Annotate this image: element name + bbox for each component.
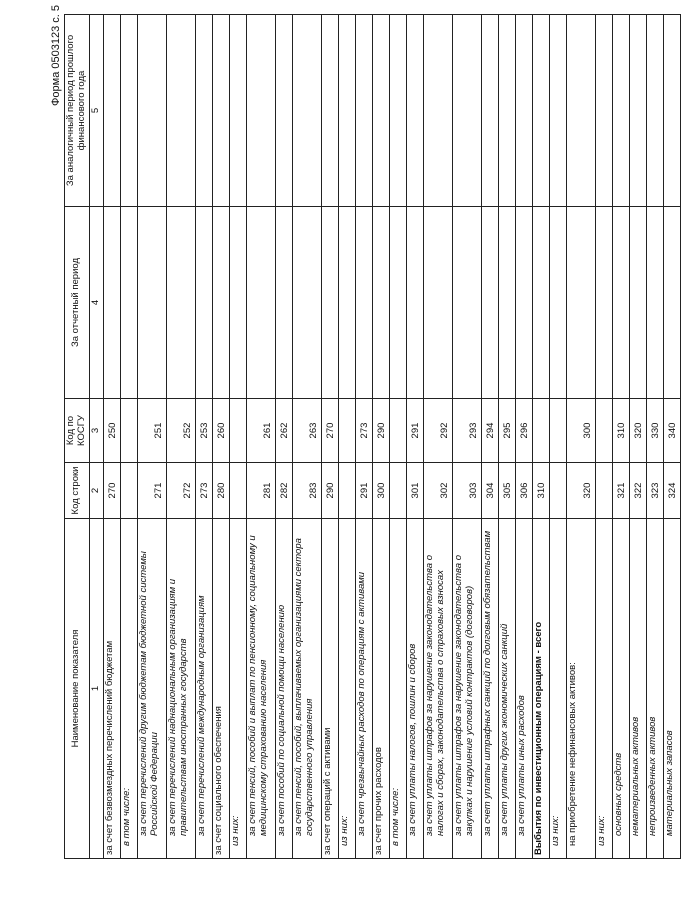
row-code: 305 bbox=[498, 463, 515, 519]
row-current-value bbox=[595, 207, 612, 399]
header-kosgu: Код по КОСГУ bbox=[65, 399, 90, 463]
row-code: 300 bbox=[372, 463, 389, 519]
form-code: Форма 0503123 с. 5 bbox=[50, 5, 62, 106]
row-code: 321 bbox=[612, 463, 629, 519]
row-previous-value bbox=[515, 15, 532, 207]
row-current-value bbox=[646, 207, 663, 399]
row-name: в том числе: bbox=[120, 519, 137, 859]
table-row bbox=[629, 15, 646, 859]
row-previous-value bbox=[195, 15, 212, 207]
column-number: 1 bbox=[89, 519, 103, 859]
row-code: 272 bbox=[166, 463, 195, 519]
row-code: 323 bbox=[646, 463, 663, 519]
column-numbers-row bbox=[89, 15, 103, 859]
row-code: 306 bbox=[515, 463, 532, 519]
table-row bbox=[229, 15, 246, 859]
table-row bbox=[515, 15, 532, 859]
row-kosgu: 260 bbox=[212, 399, 229, 463]
row-code: 271 bbox=[137, 463, 166, 519]
row-code bbox=[120, 463, 137, 519]
row-name: материальных запасов bbox=[663, 519, 680, 859]
row-previous-value bbox=[355, 15, 372, 207]
row-name: непроизведенных активов bbox=[646, 519, 663, 859]
row-previous-value bbox=[321, 15, 338, 207]
header-current: За отчетный период bbox=[65, 207, 90, 399]
row-current-value bbox=[389, 207, 406, 399]
row-current-value bbox=[629, 207, 646, 399]
row-name: из них: bbox=[595, 519, 612, 859]
row-kosgu: 261 bbox=[246, 399, 275, 463]
row-name: нематериальных активов bbox=[629, 519, 646, 859]
row-code: 302 bbox=[423, 463, 452, 519]
row-code: 283 bbox=[292, 463, 321, 519]
row-current-value bbox=[566, 207, 595, 399]
row-current-value bbox=[406, 207, 423, 399]
row-kosgu: 320 bbox=[629, 399, 646, 463]
row-name: за счет перечислений другим бюджетам бюджетной системы Российской Федерации bbox=[137, 519, 166, 859]
row-kosgu bbox=[549, 399, 566, 463]
table-row bbox=[595, 15, 612, 859]
row-code: 280 bbox=[212, 463, 229, 519]
row-code: 320 bbox=[566, 463, 595, 519]
row-current-value bbox=[355, 207, 372, 399]
row-code bbox=[229, 463, 246, 519]
row-previous-value bbox=[532, 15, 549, 207]
row-code: 270 bbox=[103, 463, 120, 519]
row-current-value bbox=[103, 207, 120, 399]
row-current-value bbox=[321, 207, 338, 399]
row-kosgu: 252 bbox=[166, 399, 195, 463]
row-previous-value bbox=[498, 15, 515, 207]
row-code: 291 bbox=[355, 463, 372, 519]
row-name: из них: bbox=[229, 519, 246, 859]
row-current-value bbox=[120, 207, 137, 399]
row-code: 303 bbox=[452, 463, 481, 519]
row-kosgu: 263 bbox=[292, 399, 321, 463]
row-name: за счет уплаты штрафных санкций по долговым обязательствам bbox=[481, 519, 498, 859]
row-kosgu: 273 bbox=[355, 399, 372, 463]
row-kosgu: 290 bbox=[372, 399, 389, 463]
row-previous-value bbox=[612, 15, 629, 207]
row-current-value bbox=[195, 207, 212, 399]
row-name: за счет пенсий, пособий и выплат по пенсионному, социальному и медицинскому страхованию населения bbox=[246, 519, 275, 859]
row-current-value bbox=[292, 207, 321, 399]
row-code: 282 bbox=[275, 463, 292, 519]
row-current-value bbox=[423, 207, 452, 399]
row-previous-value bbox=[103, 15, 120, 207]
row-name: за счет уплаты штрафов за нарушение законодательства о налогах и сборах, законодательства о страховых взносах bbox=[423, 519, 452, 859]
row-previous-value bbox=[389, 15, 406, 207]
table-row bbox=[137, 15, 166, 859]
row-kosgu: 291 bbox=[406, 399, 423, 463]
row-code: 301 bbox=[406, 463, 423, 519]
row-previous-value bbox=[137, 15, 166, 207]
row-code: 281 bbox=[246, 463, 275, 519]
row-previous-value bbox=[452, 15, 481, 207]
row-kosgu: 294 bbox=[481, 399, 498, 463]
row-code bbox=[338, 463, 355, 519]
column-number: 3 bbox=[89, 399, 103, 463]
table-row bbox=[212, 15, 229, 859]
table-row bbox=[195, 15, 212, 859]
row-name: за счет социального обеспечения bbox=[212, 519, 229, 859]
row-kosgu: 293 bbox=[452, 399, 481, 463]
table-row bbox=[321, 15, 338, 859]
table-row bbox=[275, 15, 292, 859]
table-row bbox=[406, 15, 423, 859]
row-code: 310 bbox=[532, 463, 549, 519]
table-row bbox=[338, 15, 355, 859]
row-name: за счет чрезвычайных расходов по операциям с активами bbox=[355, 519, 372, 859]
header-previous: За аналогичный период прошлого финансового года bbox=[65, 15, 90, 207]
row-current-value bbox=[515, 207, 532, 399]
row-previous-value bbox=[595, 15, 612, 207]
row-kosgu: 295 bbox=[498, 399, 515, 463]
row-previous-value bbox=[229, 15, 246, 207]
row-current-value bbox=[549, 207, 566, 399]
table-row bbox=[481, 15, 498, 859]
row-name: за счет операций с активами bbox=[321, 519, 338, 859]
row-current-value bbox=[663, 207, 680, 399]
row-previous-value bbox=[663, 15, 680, 207]
row-name: за счет пенсий, пособий, выплачиваемых организациями сектора государственного управления bbox=[292, 519, 321, 859]
row-code: 304 bbox=[481, 463, 498, 519]
row-current-value bbox=[246, 207, 275, 399]
row-kosgu bbox=[389, 399, 406, 463]
row-current-value bbox=[212, 207, 229, 399]
row-current-value bbox=[532, 207, 549, 399]
row-current-value bbox=[229, 207, 246, 399]
row-current-value bbox=[481, 207, 498, 399]
row-kosgu bbox=[595, 399, 612, 463]
column-number: 5 bbox=[89, 15, 103, 207]
row-name: за счет перечислений международным организациям bbox=[195, 519, 212, 859]
row-kosgu: 250 bbox=[103, 399, 120, 463]
row-previous-value bbox=[646, 15, 663, 207]
row-name: на приобретение нефинансовых активов: bbox=[566, 519, 595, 859]
row-name: за счет безвозмездных перечислений бюджетам bbox=[103, 519, 120, 859]
row-kosgu bbox=[532, 399, 549, 463]
table-row bbox=[389, 15, 406, 859]
row-previous-value bbox=[212, 15, 229, 207]
row-current-value bbox=[338, 207, 355, 399]
row-code: 322 bbox=[629, 463, 646, 519]
row-code bbox=[389, 463, 406, 519]
row-previous-value bbox=[406, 15, 423, 207]
row-name: за счет перечислений наднациональным организациям и правительствам иностранных государств bbox=[166, 519, 195, 859]
row-previous-value bbox=[372, 15, 389, 207]
row-previous-value bbox=[549, 15, 566, 207]
row-name: из них: bbox=[549, 519, 566, 859]
table-row bbox=[532, 15, 549, 859]
row-kosgu bbox=[338, 399, 355, 463]
row-name: основных средств bbox=[612, 519, 629, 859]
row-current-value bbox=[612, 207, 629, 399]
row-previous-value bbox=[423, 15, 452, 207]
table-row bbox=[612, 15, 629, 859]
row-previous-value bbox=[481, 15, 498, 207]
row-code: 273 bbox=[195, 463, 212, 519]
row-kosgu: 300 bbox=[566, 399, 595, 463]
row-kosgu: 340 bbox=[663, 399, 680, 463]
table-row bbox=[355, 15, 372, 859]
row-previous-value bbox=[629, 15, 646, 207]
row-current-value bbox=[275, 207, 292, 399]
row-kosgu: 253 bbox=[195, 399, 212, 463]
row-code: 324 bbox=[663, 463, 680, 519]
table-row bbox=[292, 15, 321, 859]
row-previous-value bbox=[292, 15, 321, 207]
row-name: в том числе: bbox=[389, 519, 406, 859]
header-name: Наименование показателя bbox=[65, 519, 90, 859]
row-current-value bbox=[498, 207, 515, 399]
row-current-value bbox=[137, 207, 166, 399]
table-row bbox=[566, 15, 595, 859]
row-name: за счет прочих расходов bbox=[372, 519, 389, 859]
table-row bbox=[166, 15, 195, 859]
row-kosgu: 292 bbox=[423, 399, 452, 463]
table-row bbox=[372, 15, 389, 859]
row-previous-value bbox=[338, 15, 355, 207]
row-previous-value bbox=[120, 15, 137, 207]
row-name: за счет уплаты иных расходов bbox=[515, 519, 532, 859]
row-code: 290 bbox=[321, 463, 338, 519]
table-body bbox=[103, 15, 680, 859]
row-kosgu: 330 bbox=[646, 399, 663, 463]
row-name: за счет уплаты штрафов за нарушение законодательства о закупках и нарушение условий контрактов (договоров) bbox=[452, 519, 481, 859]
table-row bbox=[423, 15, 452, 859]
column-number: 2 bbox=[89, 463, 103, 519]
table-row bbox=[498, 15, 515, 859]
row-kosgu: 270 bbox=[321, 399, 338, 463]
table-row bbox=[103, 15, 120, 859]
row-kosgu: 310 bbox=[612, 399, 629, 463]
row-kosgu: 251 bbox=[137, 399, 166, 463]
row-previous-value bbox=[166, 15, 195, 207]
report-table bbox=[64, 14, 681, 859]
table-row bbox=[452, 15, 481, 859]
table-row bbox=[646, 15, 663, 859]
table-row bbox=[120, 15, 137, 859]
row-name: за счет уплаты налогов, пошлин и сборов bbox=[406, 519, 423, 859]
row-kosgu bbox=[229, 399, 246, 463]
row-previous-value bbox=[566, 15, 595, 207]
header-row bbox=[65, 15, 90, 859]
row-name: Выбытия по инвестиционным операциям - всего bbox=[532, 519, 549, 859]
row-current-value bbox=[452, 207, 481, 399]
table-row bbox=[246, 15, 275, 859]
table-row bbox=[663, 15, 680, 859]
row-code bbox=[549, 463, 566, 519]
row-name: за счет пособий по социальной помощи населению bbox=[275, 519, 292, 859]
row-kosgu: 296 bbox=[515, 399, 532, 463]
row-code bbox=[595, 463, 612, 519]
row-name: за счет уплаты других экономических санкций bbox=[498, 519, 515, 859]
row-kosgu bbox=[120, 399, 137, 463]
row-kosgu: 262 bbox=[275, 399, 292, 463]
row-current-value bbox=[372, 207, 389, 399]
row-name: из них: bbox=[338, 519, 355, 859]
column-number: 4 bbox=[89, 207, 103, 399]
row-previous-value bbox=[246, 15, 275, 207]
table-row bbox=[549, 15, 566, 859]
header-row-code: Код строки bbox=[65, 463, 90, 519]
row-current-value bbox=[166, 207, 195, 399]
form-sheet bbox=[50, 0, 678, 859]
row-previous-value bbox=[275, 15, 292, 207]
